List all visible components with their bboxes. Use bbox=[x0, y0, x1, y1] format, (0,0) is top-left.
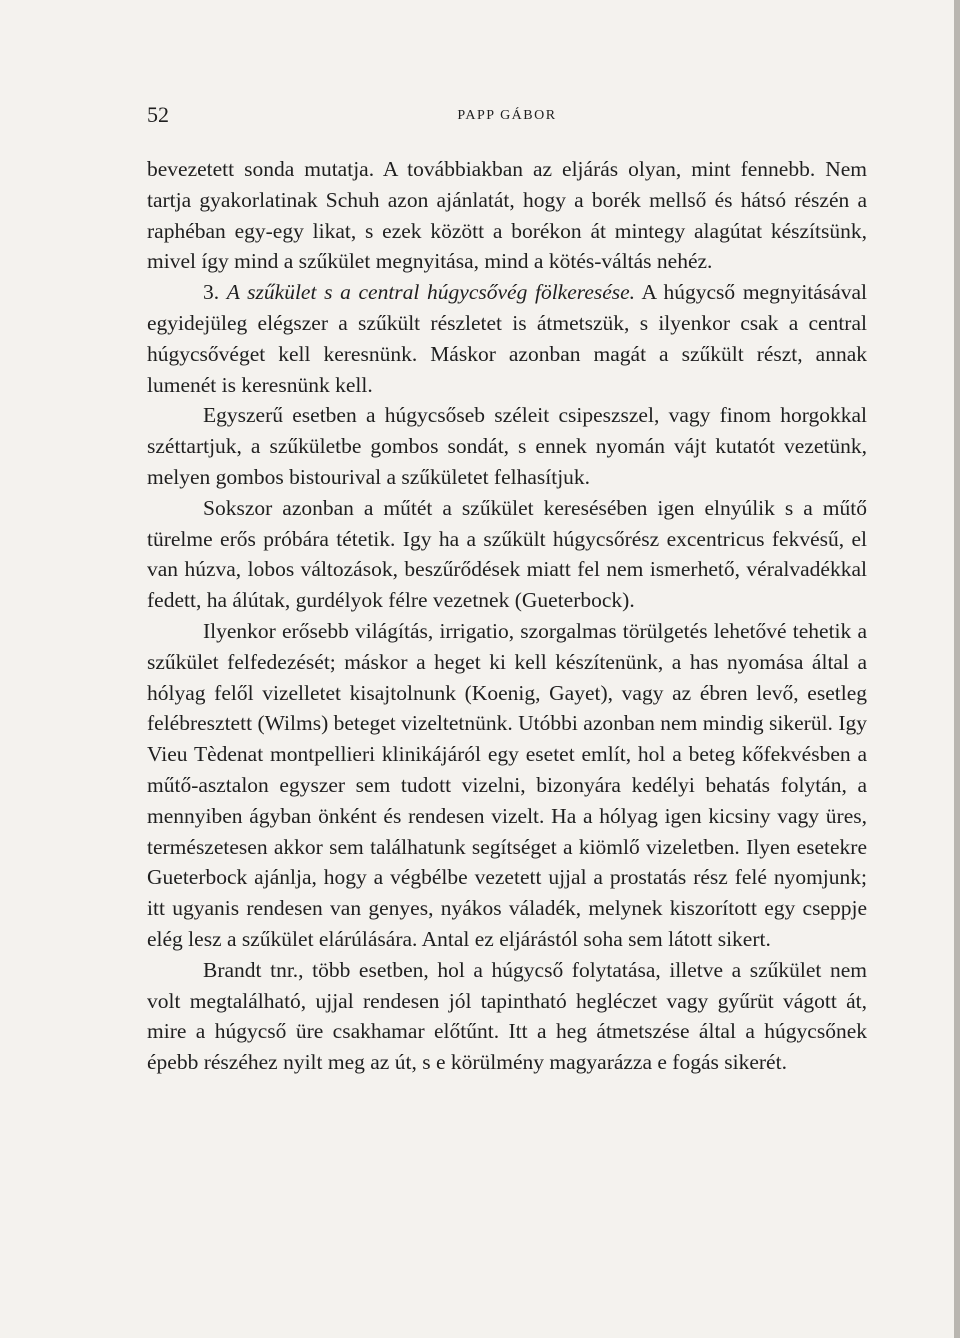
page-body bbox=[147, 154, 867, 1078]
running-head: PAPP GÁBOR bbox=[457, 108, 557, 123]
page-edge-shadow bbox=[954, 0, 960, 1338]
section-number: 3. bbox=[203, 280, 220, 305]
paragraph-1: bevezetett sonda mutatja. A továbbiakban az eljárás olyan, mint fennebb. Nem tartja gyakorlatinak Schuh azon ajánlatát, hogy a borék mellső és hátsó részén a raphéban egy-egy likat, s ezek között a borékon át mintegy alagútat készítsünk, mivel így mind a szűkület megnyitása, mind a kötés-váltás nehéz. bbox=[147, 157, 867, 274]
page-header bbox=[147, 102, 867, 132]
page-number: 52 bbox=[147, 102, 169, 127]
paragraph-2-text: A húgycső megnyitásával egyidejüleg elégszer a szűkült részletet is átmetszük, s ilyenkor csak a central húgycsővéget kell keresnünk. Máskor azonban magát a szűkült részt, annak lumenét is keresnünk kell. bbox=[147, 280, 868, 397]
paragraph-4: Sokszor azonban a műtét a szűkület keresésében igen elnyúlik s a műtő türelme erős próbára tétetik. Igy ha a szűkült húgycsőrész excentricus fekvésű, el van húzva, lobos változások, beszűrődések miatt fel nem ismerhető, véralvadékkal fedett, ha álútak, gurdélyok félre vezetnek (Gueterbock). bbox=[147, 495, 867, 613]
paragraph-3: Egyszerű esetben a húgycsőseb széleit csipeszszel, vagy finom horgokkal széttartjuk, a szűkületbe gombos sondát, s ennek nyomán vájt kutatót vezetünk, melyen gombos bistourival a szűkületet felhasítjuk. bbox=[147, 403, 867, 489]
paragraph-5: Ilyenkor erősebb világítás, irrigatio, szorgalmas törülgetés lehetővé tehetik a szűkület felfedezését; máskor a heget ki kell készítenünk, a has nyomása által a hólyag felől vizelletet kisajtolnunk (Koenig, Gayet), vagy az ébren levő, esetleg felébresztett (Wilms) beteget vizeltetnünk. Utóbbi azonban nem mindig sikerül. Igy Vieu Tèdenat montpellieri klinikájáról egy esetet említ, hol a beteg kőfekvésben a műtő-asztalon egyszer sem tudott vizelni, bizonyára kedélyi behatás folytán, a mennyiben ágyban önként és rendesen vizelt. Ha a hólyag igen kicsiny vagy üres, természetesen akkor sem találhatunk segítséget a kiömlő vizeletben. Ilyen esetekre Gueterbock ajánlja, hogy a végbélbe vezetett ujjal a prostatás rész felé nyomjunk; itt ugyanis rendesen van genyes, nyákos váladék, melynek kiszorított egy cseppje elég lesz a szűkület elárúlására. Antal ez eljárástól soha sem látott sikert. bbox=[147, 618, 867, 951]
section-title: A szűkület s a central húgycsővég fölkeresése. bbox=[226, 280, 636, 305]
paragraph-2 bbox=[147, 277, 867, 400]
paragraph-6: Brandt tnr., több esetben, hol a húgycső folytatása, illetve a szűkület nem volt megtalálható, ujjal rendesen jól tapintható hegléczet vagy gyűrüt vágott át, mire a húgycső üre csakhamar előtűnt. Itt a heg átmetszése által a húgycsőnek épebb részéhez nyilt meg az út, s e körülmény magyarázza e fogás sikerét. bbox=[147, 957, 867, 1075]
